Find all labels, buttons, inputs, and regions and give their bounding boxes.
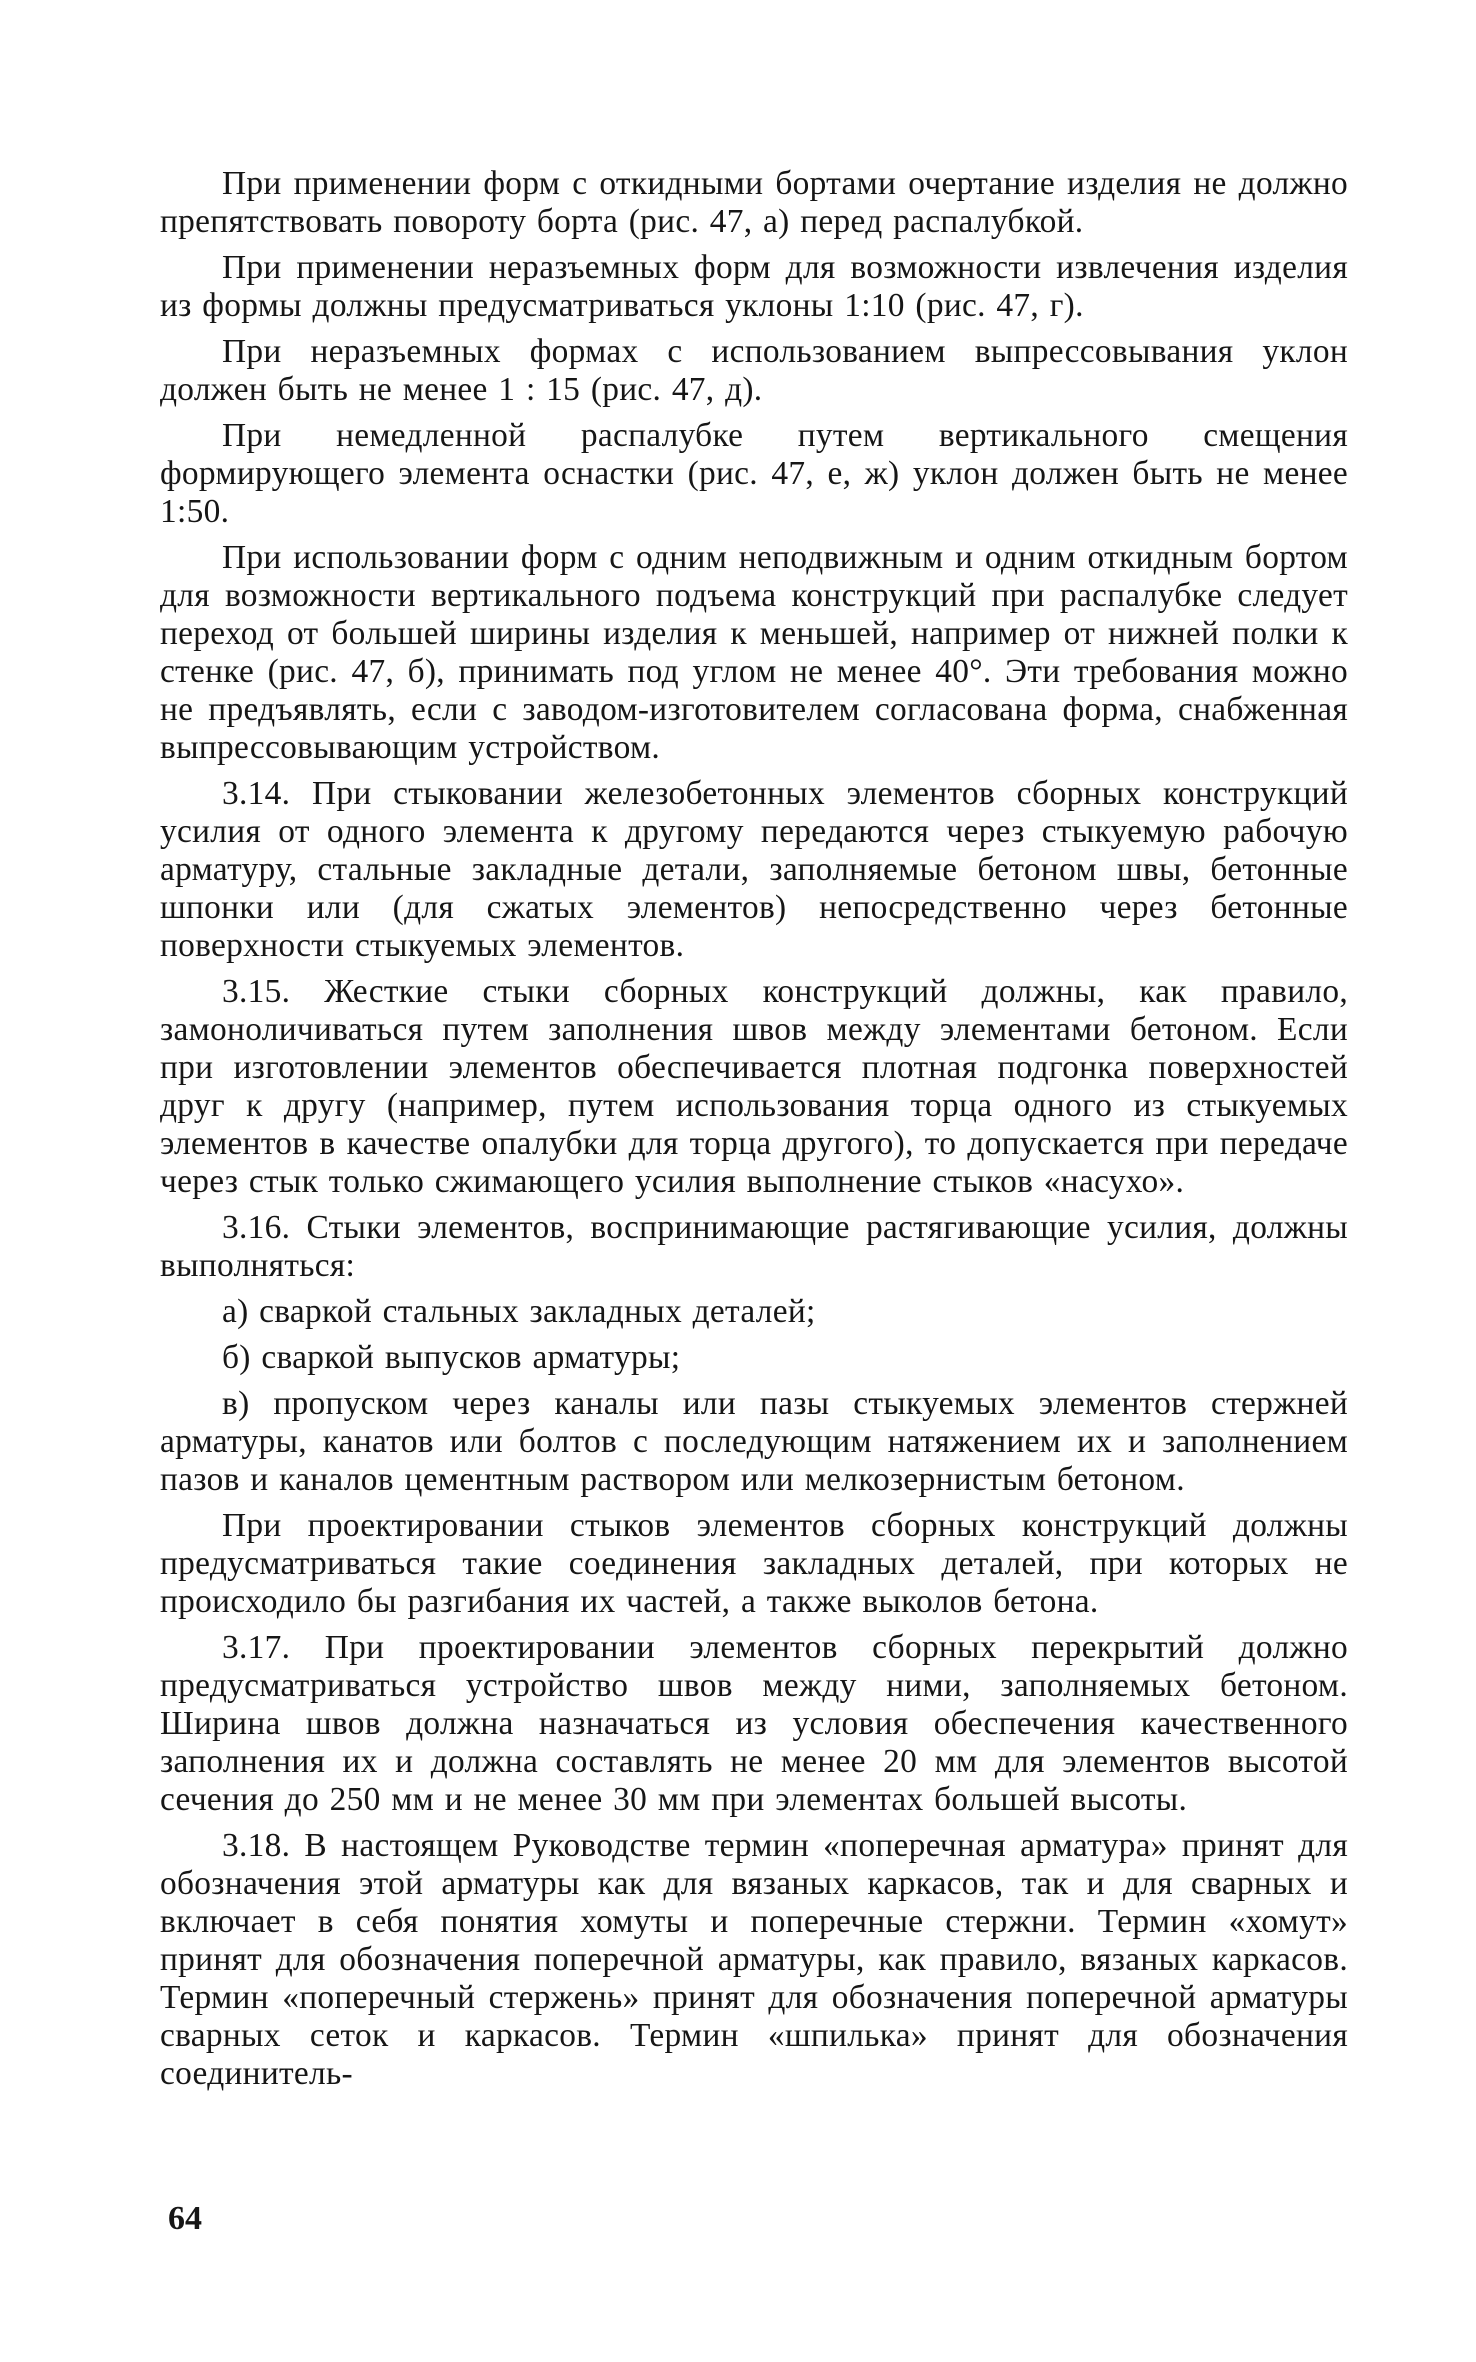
paragraph-section-3-15: 3.15. Жесткие стыки сборных конструкций должны, как правило, замоноличиваться путем заполнения швов между элементами бетоном. Если при изготовлении элементов обеспечивается плотная подгонка поверхностей друг к другу (например, путем использования торца одного из стыкуемых элементов в качестве опалубки для торца другого), то допускается при передаче через стык только сжимающего усилия выполнение стыков «насухо». (160, 973, 1348, 1200)
list-item-v: в) пропуском через каналы или пазы стыкуемых элементов стержней арматуры, канатов или болтов с последующим натяжением их и заполнением пазов и каналов цементным раствором или мелкозернистым бетоном. (160, 1385, 1348, 1498)
paragraph-joint-design: При проектировании стыков элементов сборных конструкций должны предусматриваться такие соединения закладных деталей, при которых не происходило бы разгибания их частей, а также выколов бетона. (160, 1507, 1348, 1620)
paragraph-immediate-stripping: При немедленной распалубке путем вертикального смещения формирующего элемента оснастки (рис. 47, е, ж) уклон должен быть не менее 1:50. (160, 417, 1348, 530)
paragraph-fixed-and-hinged-side: При использовании форм с одним неподвижным и одним откидным бортом для возможности вертикального подъема конструкций при распалубке следует переход от большей ширины изделия к меньшей, например от нижней полки к стенке (рис. 47, б), принимать под углом не менее 40°. Эти требования можно не предъявлять, если с заводом-изготовителем согласована форма, снабженная выпрессовывающим устройством. (160, 539, 1348, 766)
list-item-a: а) сваркой стальных закладных деталей; (222, 1293, 816, 1330)
list-item-b: б) сваркой выпусков арматуры; (222, 1339, 681, 1376)
paragraph-nonseparable-forms-slopes: При применении неразъемных форм для возможности извлечения изделия из формы должны предусматриваться уклоны 1:10 (рис. 47, г). (160, 249, 1348, 324)
paragraph-section-3-14: 3.14. При стыковании железобетонных элементов сборных конструкций усилия от одного элемента к другому передаются через стыкуемую рабочую арматуру, стальные закладные детали, заполняемые бетоном швы, бетонные шпонки или (для сжатых элементов) непосредственно через бетонные поверхности стыкуемых элементов. (160, 775, 1348, 964)
paragraph-extrusion-slope: При неразъемных формах с использованием выпрессовывания уклон должен быть не менее 1 : 15 (рис. 47, д). (160, 333, 1348, 408)
paragraph-section-3-16: 3.16. Стыки элементов, воспринимающие растягивающие усилия, должны выполняться: (160, 1209, 1348, 1284)
paragraph-section-3-18: 3.18. В настоящем Руководстве термин «поперечная арматура» принят для обозначения этой арматуры как для вязаных каркасов, так и для сварных и включает в себя понятия хомуты и поперечные стержни. Термин «хомут» принят для обозначения поперечной арматуры, как правило, вязаных каркасов. Термин «поперечный стержень» принят для обозначения поперечной арматуры сварных сеток и каркасов. Термин «шпилька» принят для обозначения соединитель- (160, 1827, 1348, 2092)
page-number: 64 (168, 2200, 202, 2237)
paragraph-forms-hinged-sides: При применении форм с откидными бортами очертание изделия не должно препятствовать повороту борта (рис. 47, а) перед распалубкой. (160, 165, 1348, 240)
document-body (160, 165, 1348, 2101)
paragraph-section-3-17: 3.17. При проектировании элементов сборных перекрытий должно предусматриваться устройство швов между ними, заполняемых бетоном. Ширина швов должна назначаться из условия обеспечения качественного заполнения их и должна составлять не менее 20 мм для элементов высотой сечения до 250 мм и не менее 30 мм при элементах большей высоты. (160, 1629, 1348, 1818)
